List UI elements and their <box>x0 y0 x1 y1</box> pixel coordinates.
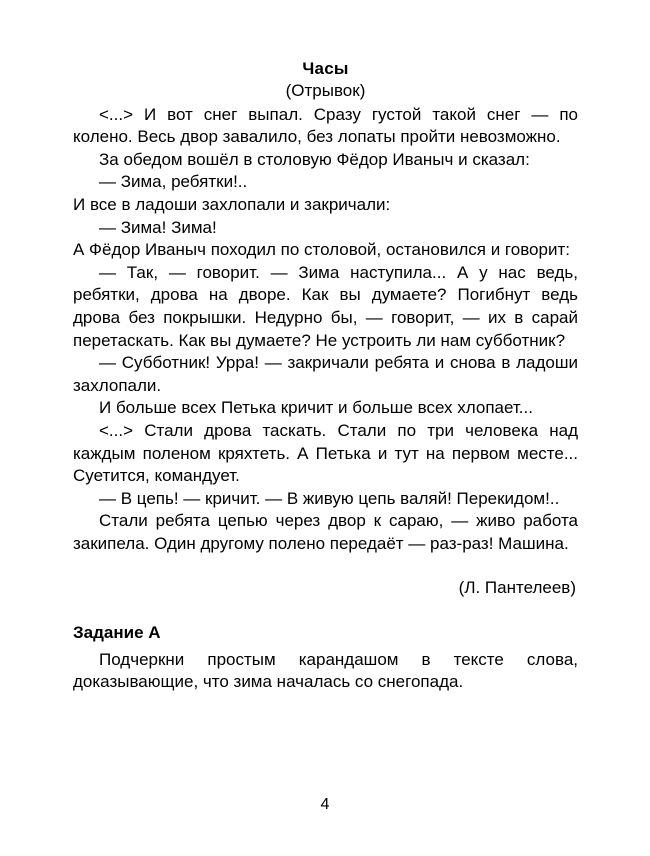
story-paragraph: — Субботник! Урра! — закричали ребята и снова в ладоши захлопали. <box>73 353 578 395</box>
task-instruction: Подчеркни простым карандашом в тексте слова, доказывающие, что зима началась со снегопада. <box>73 649 578 692</box>
story-paragraph: — Зима! Зима! <box>99 217 217 237</box>
author-attribution: (Л. Пантелеев) <box>458 578 576 598</box>
story-paragraph: — В цепь! — кричит. — В живую цепь валяй! Перекидом!.. <box>99 488 560 508</box>
story-paragraph: <...> Стали дрова таскать. Стали по три человека над каждым поленом кряхтеть. А Петька и тут на первом месте... Суетится, командует. <box>73 420 578 486</box>
story-paragraph: Стали ребята цепью через двор к сараю, — живо работа закипела. Один другому полено передаёт — раз-раз! Машина. <box>73 511 578 553</box>
story-paragraph: И больше всех Петька кричит и больше всех хлопает... <box>99 398 533 418</box>
page-title: Часы <box>302 59 349 78</box>
story-paragraph: А Фёдор Иваныч походил по столовой, остановился и говорит: <box>73 240 570 260</box>
story-body <box>73 104 578 556</box>
page-number: 4 <box>320 796 330 813</box>
story-paragraph: <...> И вот снег выпал. Сразу густой такой снег — по колено. Весь двор завалило, без лопаты пройти невозможно. <box>73 104 578 147</box>
story-paragraph: За обедом вошёл в столовую Фёдор Иваныч и сказал: <box>99 149 530 169</box>
task-heading: Задание А <box>73 623 161 643</box>
page-content <box>73 58 578 694</box>
story-paragraph: — Так, — говорит. — Зима наступила... А у нас ведь, ребятки, дрова на дворе. Как вы думаете? Погибнут ведь дрова без покрышки. Недурно бы, — говорит, — их в сарай перетаскать. Как вы думаете? Не устроить ли нам субботник? <box>73 262 578 350</box>
story-paragraph: И все в ладоши захлопали и закричали: <box>73 194 391 214</box>
page-subtitle: (Отрывок) <box>285 81 366 100</box>
story-paragraph: — Зима, ребятки!.. <box>99 172 248 192</box>
